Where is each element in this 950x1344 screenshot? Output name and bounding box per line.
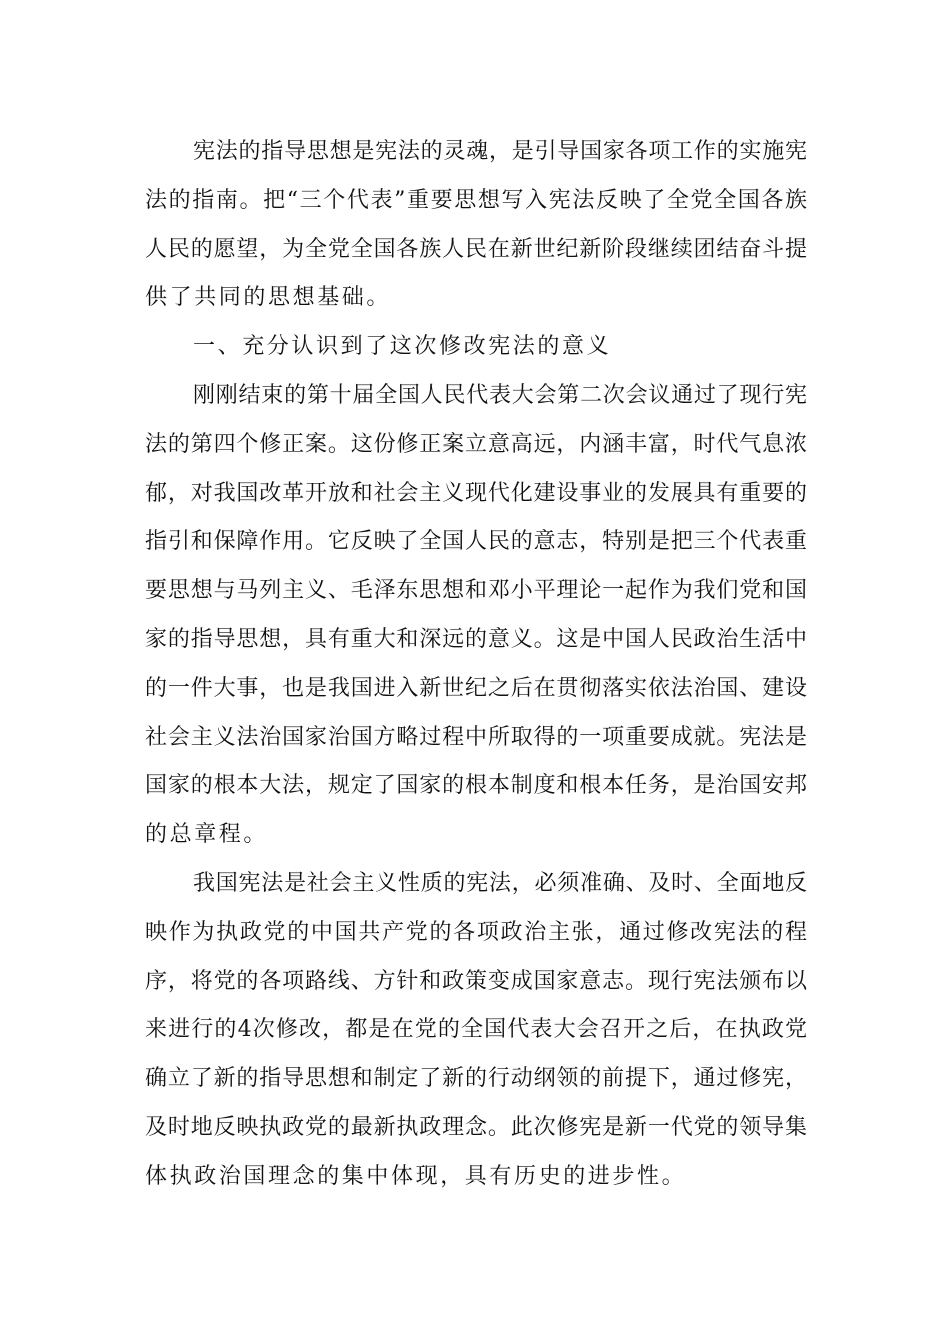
paragraph-line: 的总章程。 [145,822,269,848]
document-body [145,128,807,1202]
paragraph-line: 家的指导思想，具有重大和深远的意义。这是中国人民政治生活中 [145,626,807,652]
paragraph-line: 宪法的指导思想是宪法的灵魂，是引导国家各项工作的实施宪 [193,139,807,164]
paragraph-line: 及时地反映执政党的最新执政理念。此次修宪是新一代党的领导集 [145,1114,807,1140]
section-heading-text: 一、充分认识到了这次修改宪法的意义 [193,334,612,360]
paragraph-line: 映作为执政党的中国共产党的各项政治主张，通过修改宪法的程 [145,919,807,945]
paragraph-line: 法的第四个修正案。这份修正案立意高远，内涵丰富，时代气息浓 [145,431,807,457]
paragraph-line: 的一件大事，也是我国进入新世纪之后在贯彻落实依法治国、建设 [145,675,807,701]
paragraph-3 [145,860,807,1202]
paragraph-line: 我国宪法是社会主义性质的宪法，必须准确、及时、全面地反 [193,870,807,896]
paragraph-line: 国家的根本大法，规定了国家的根本制度和根本任务，是治国安邦 [145,773,807,799]
paragraph-line: 指引和保障作用。它反映了全国人民的意志，特别是把三个代表重 [145,529,807,555]
paragraph-line: 序，将党的各项路线、方针和政策变成国家意志。现行宪法颁布以 [145,968,807,994]
paragraph-line: 要思想与马列主义、毛泽东思想和邓小平理论一起作为我们党和国 [145,578,807,604]
paragraph-line: 供了共同的思想基础。 [145,285,392,311]
paragraph-line: 确立了新的指导思想和制定了新的行动纲领的前提下，通过修宪， [145,1066,807,1092]
paragraph-line: 郁，对我国改革开放和社会主义现代化建设事业的发展具有重要的 [145,480,807,506]
paragraph-line: 社会主义法治国家治国方略过程中所取得的一项重要成就。宪法是 [145,724,807,750]
section-heading [145,323,807,372]
paragraph-line: 法的指南。把“三个代表”重要思想写入宪法反映了全党全国各族 [145,187,807,213]
paragraph-line: 刚刚结束的第十届全国人民代表大会第二次会议通过了现行宪 [193,382,807,408]
paragraph-line: 人民的愿望，为全党全国各族人民在新世纪新阶段继续团结奋斗提 [145,236,807,262]
paragraph-line: 体执政治国理念的集中体现，具有历史的进步性。 [145,1163,687,1189]
paragraph-line: 来进行的4次修改，都是在党的全国代表大会召开之后，在执政党 [145,1017,807,1043]
paragraph-1 [145,128,807,323]
paragraph-2 [145,372,807,860]
